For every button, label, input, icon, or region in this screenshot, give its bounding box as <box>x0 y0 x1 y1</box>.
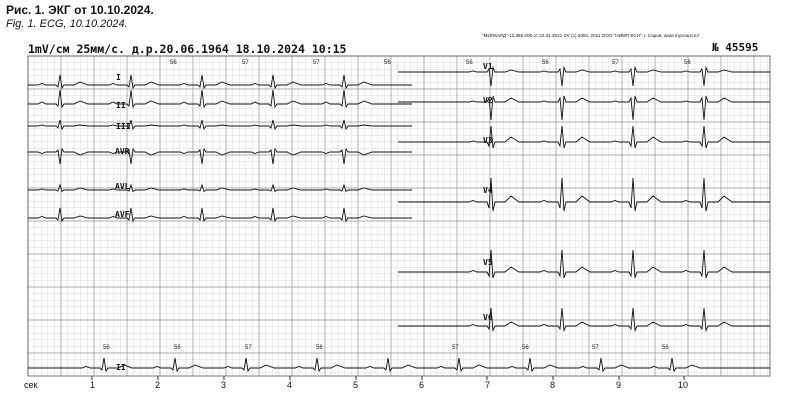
bottom-rate-mark: 57 <box>452 345 459 351</box>
bottom-rate-mark: 57 <box>245 345 252 351</box>
second-mark: 10 <box>678 380 689 390</box>
lead-label-v1: V1 <box>483 62 493 71</box>
seconds-label: сек <box>24 380 38 390</box>
rate-mark: 56 <box>170 60 177 66</box>
bottom-rate-mark: 56 <box>103 345 110 351</box>
recording-info: 1mV/см 25мм/с. д.р.20.06.1964 18.10.2024 10:15 <box>28 42 347 56</box>
bottom-rate-mark: 56 <box>174 345 181 351</box>
bottom-rate-mark: 56 <box>316 345 323 351</box>
record-number: № 45595 <box>712 41 759 54</box>
lead-i-trace <box>28 75 412 88</box>
lead-label-v3: V3 <box>483 136 493 145</box>
rate-mark: 56 <box>466 60 473 66</box>
second-mark: 3 <box>221 380 227 390</box>
lead-label-i: I <box>116 73 121 82</box>
lead-label-iii: III <box>116 122 131 131</box>
second-mark: 4 <box>287 380 293 390</box>
rate-mark: 56 <box>384 60 391 66</box>
rate-mark: 57 <box>612 60 619 66</box>
second-mark: 6 <box>419 380 425 390</box>
rate-mark: 56 <box>684 60 691 66</box>
lead-label-avl: AVL <box>115 182 130 191</box>
rate-mark: 56 <box>542 60 549 66</box>
lead-ii-trace <box>28 90 412 107</box>
ecg-traces <box>28 68 770 372</box>
lead-label-avr: AVR <box>115 147 130 156</box>
second-mark: 1 <box>90 380 96 390</box>
second-mark: 8 <box>550 380 556 390</box>
lead-label-v6: V6 <box>483 313 493 322</box>
lead-label-ii: II <box>116 101 126 110</box>
lead-label-rhythm-ii: II <box>116 363 126 372</box>
lead-label-v4: V4 <box>483 186 493 195</box>
rate-mark: 57 <box>242 60 249 66</box>
lead-label-v2: V2 <box>483 96 493 105</box>
bottom-rate-mark: 56 <box>662 345 669 351</box>
second-mark: 9 <box>616 380 622 390</box>
figure-caption-ru: Рис. 1. ЭКГ от 10.10.2024. <box>6 3 154 17</box>
second-mark: 7 <box>485 380 491 390</box>
second-mark: 2 <box>155 380 161 390</box>
lead-label-v5: V5 <box>483 258 493 267</box>
bottom-rate-mark: 56 <box>522 345 529 351</box>
lead-ii-rhythm-trace <box>28 358 770 371</box>
second-mark: 5 <box>353 380 359 390</box>
lead-label-avf: AVF <box>115 210 130 219</box>
figure-caption-en: Fig. 1. ECG, 10.10.2024. <box>6 18 128 30</box>
device-info: "МИОКАРД"-12.356.005 от 22.01.2021 DV (c) 2002, 2011 ООО "НИМП ЕСН", г. Саров, www.myocard.ru* <box>482 33 700 38</box>
bottom-rate-mark: 57 <box>592 345 599 351</box>
lead-iii-trace <box>28 120 412 129</box>
rate-mark: 57 <box>313 60 320 66</box>
